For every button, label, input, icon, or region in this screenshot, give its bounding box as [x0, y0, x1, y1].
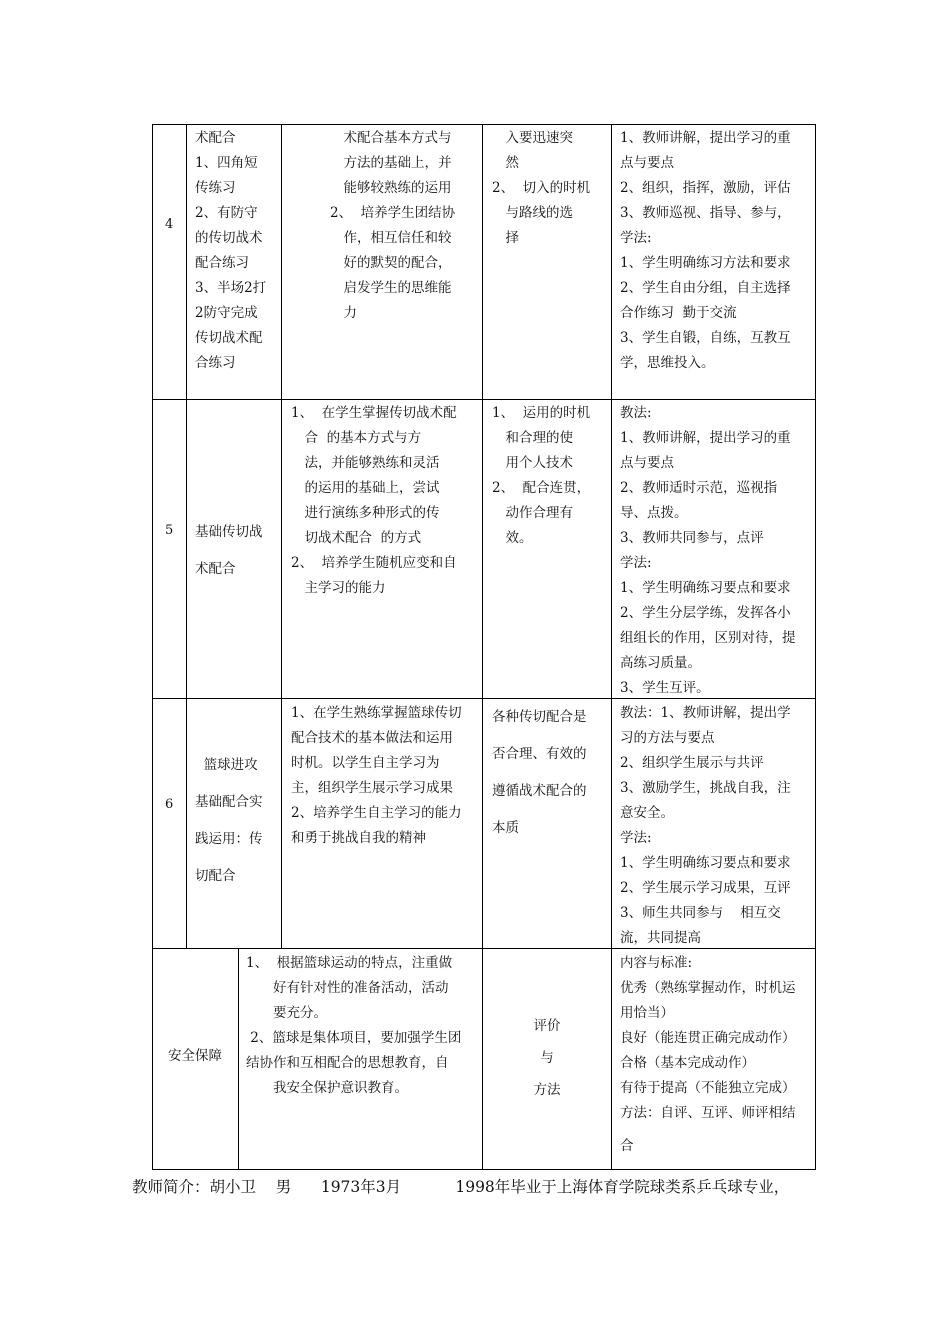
teacher-gender: 男	[275, 1178, 292, 1196]
safety-label-divider	[238, 948, 239, 1170]
evaluation-text: 内容与标准: 优秀（熟练掌握动作，时机运 用恰当） 良好（能连贯正确完成动作） 合格（基本完成动作） 有待于提高（不能独立完成） 方法：自评、互评、师评相结 合	[620, 955, 796, 1154]
table-bottom-border	[152, 1169, 816, 1170]
table-top-border	[152, 124, 816, 125]
goals-cell: 术配合基本方式与 方法的基础上，并 能够较熟练的运用 2、 培养学生团结协 作，相互信任和较 好的默契的配合， 启发学生的思维能 力	[330, 130, 456, 321]
table-left-border	[152, 124, 153, 1170]
content-column-divider	[281, 124, 282, 949]
num-column-divider	[186, 124, 187, 949]
key-points-cell: 1、 运用的时机 和合理的使 用个人技术 2、 配合连贯， 动作合理有 效。	[492, 405, 591, 546]
key-points-cell: 各种传切配合是 否合理、有效的 遵循战术配合的 本质	[492, 709, 587, 836]
methods-cell: 教法：1、教师讲解，提出学 习的方法与要点 2、组织学生展示与共评 3、激励学生，挑战自我，注 意安全。 学法: 1、学生明确练习要点和要求 2、学生展示学习成果，互评 3、师生共同参与 相互交 流，共同提高	[620, 705, 791, 946]
key-points-cell: 入要迅速突 然 2、 切入的时机 与路线的选 择	[492, 130, 591, 246]
row-number: 5	[165, 523, 174, 538]
row-4-bottom-border	[152, 399, 816, 400]
table-right-border	[815, 124, 816, 1170]
goals-cell: 1、在学生熟练掌握篮球传切 配合技术的基本做法和运用 时机。以学生自主学习为 主，组织学生展示学习成果 2、培养学生自主学习的能力 和勇于挑战自我的精神	[291, 705, 462, 846]
methods-cell: 教法: 1、教师讲解，提出学习的重 点与要点 2、教师适时示范，巡视指 导、点拨。 3、教师共同参与，点评 学法: 1、学生明确练习要点和要求 2、学生分层学练，发挥各小 组组长的作用，区别对待，提 高练习质量。 3、学生互评。	[620, 405, 796, 696]
methods-cell: 1、教师讲解，提出学习的重 点与要点 2、组织，指挥，激励，评估 3、教师巡视、指导、参与， 学法: 1、学生明确练习方法和要求 2、学生自由分组，自主选择 合作练习 勤于交流 3、学生自锻，自练，互教互 学，思维投入。	[620, 130, 791, 371]
content-cell: 术配合 1、四角短 传练习 2、有防守 的传切战术 配合练习 3、半场2打 2防守完成 传切战术配 合练习	[195, 130, 267, 371]
safety-label: 安全保障	[168, 1048, 222, 1064]
content-cell: 篮球进攻 基础配合实 践运用：传 切配合	[195, 757, 263, 884]
safety-text: 1、 根据篮球运动的特点，注重做 好有针对性的准备活动，活动 要充分。 2、篮球是集体项目，要加强学生团 结协作和互相配合的思想教育，自 我安全保护意识教育。	[246, 955, 462, 1096]
row-number: 4	[165, 217, 174, 232]
teacher-intro-label: 教师简介：	[132, 1178, 210, 1196]
teacher-bio: 1998年毕业于上海体育学院球类系乒乓球专业，	[455, 1178, 790, 1196]
teacher-name: 胡小卫	[209, 1178, 257, 1196]
teacher-birth: 1973年3月	[320, 1178, 402, 1196]
evaluation-label: 评价 与 方法	[533, 1018, 561, 1098]
teacher-intro	[132, 1175, 789, 1197]
content-cell: 基础传切战 术配合	[195, 524, 263, 577]
row-number: 6	[165, 797, 174, 812]
goals-cell: 1、 在学生掌握传切战术配 合 的基本方式与方 法，并能够熟练和灵活 的运用的基础上，尝试 进行演练多种形式的传 切战术配合 的方式 2、 培养学生随机应变和自 主学习的能力	[291, 405, 457, 596]
